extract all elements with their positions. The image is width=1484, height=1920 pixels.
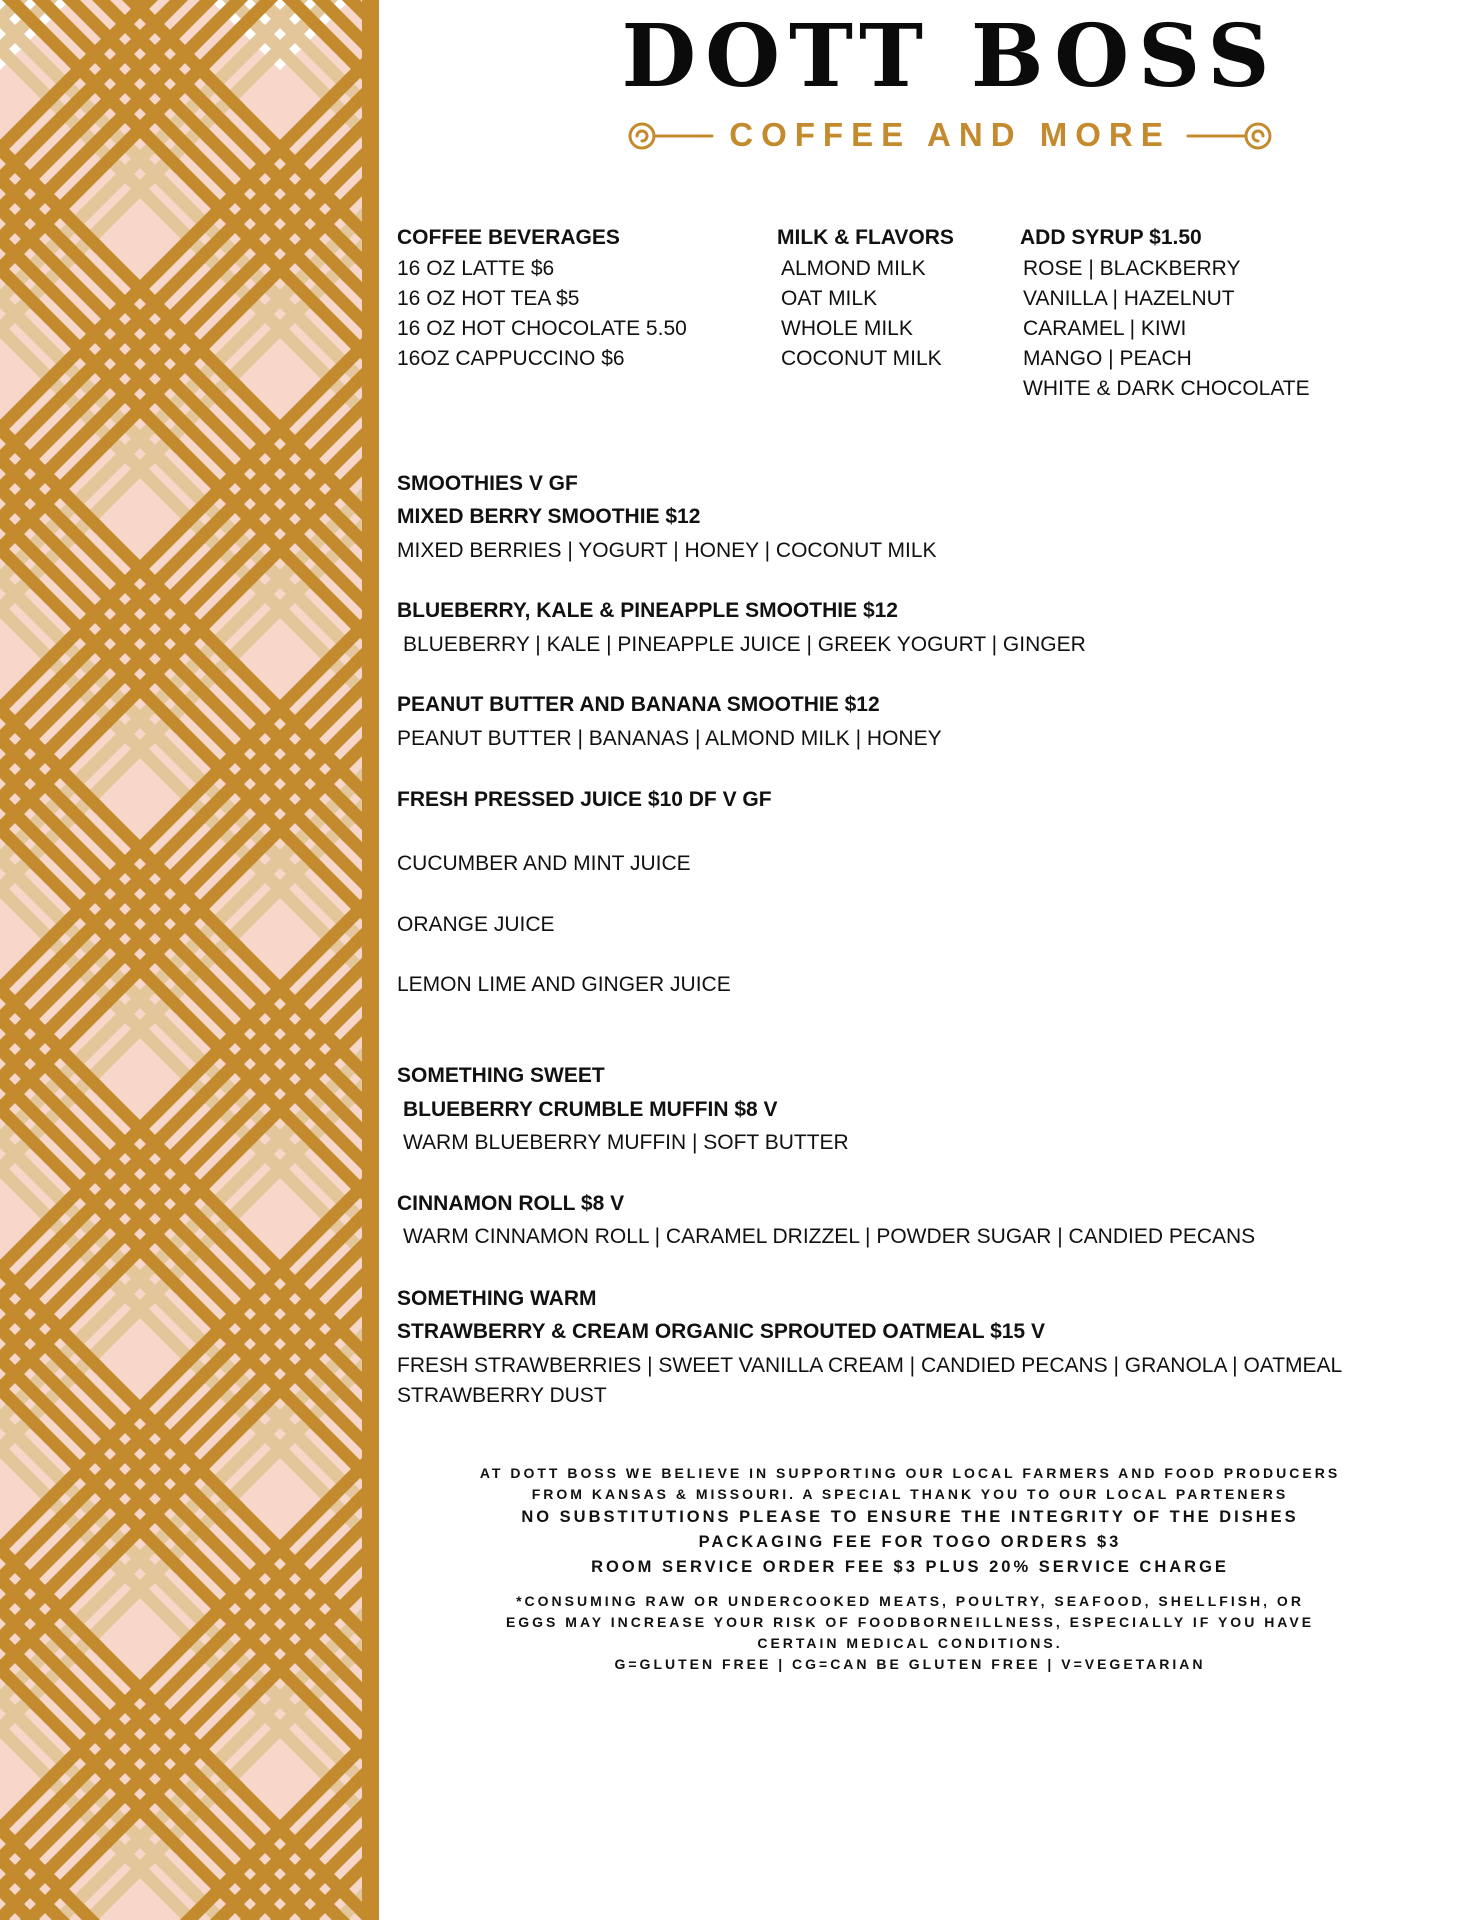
brand-tagline-row (600, 110, 1300, 160)
menu-item-desc: WARM CINNAMON ROLL | CARAMEL DRIZZEL | POWDER SUGAR | CANDIED PECANS (403, 1225, 1256, 1248)
menu-item-desc: PEANUT BUTTER | BANANAS | ALMOND MILK | HONEY (397, 727, 942, 750)
sweet-heading: SOMETHING SWEET (397, 1064, 605, 1087)
milk-item: OAT MILK (781, 287, 878, 310)
menu-item-name: BLUEBERRY CRUMBLE MUFFIN $8 V (403, 1098, 778, 1121)
support-note: AT DOTT BOSS WE BELIEVE IN SUPPORTING OUR LOCAL FARMERS AND FOOD PRODUCERS (479, 1465, 1341, 1481)
diet-legend: G=GLUTEN FREE | CG=CAN BE GLUTEN FREE | V=VEGETARIAN (614, 1656, 1206, 1672)
menu-item-name: STRAWBERRY & CREAM ORGANIC SPROUTED OATMEAL $15 V (397, 1320, 1045, 1343)
syrup-heading: ADD SYRUP $1.50 (1020, 226, 1202, 249)
brand-tagline: COFFEE AND MORE (729, 116, 1171, 153)
syrup-item: MANGO | PEACH (1023, 347, 1192, 370)
gold-divider-stripe (362, 0, 379, 1920)
juice-item: ORANGE JUICE (397, 913, 555, 936)
smoothies-heading: SMOOTHIES V GF (397, 472, 578, 495)
warm-heading: SOMETHING WARM (397, 1287, 597, 1310)
brand-title: DOTT BOSS (621, 6, 1279, 107)
policy-note: NO SUBSTITUTIONS PLEASE TO ENSURE THE INTEGRITY OF THE DISHES (521, 1508, 1299, 1526)
menu-item-name: BLUEBERRY, KALE & PINEAPPLE SMOOTHIE $12 (397, 599, 898, 622)
decorative-pattern-band (0, 0, 362, 1920)
menu-item-desc: WARM BLUEBERRY MUFFIN | SOFT BUTTER (403, 1131, 849, 1154)
menu-item-name: MIXED BERRY SMOOTHIE $12 (397, 505, 701, 528)
footer-notes (400, 1463, 1420, 1675)
milk-item: COCONUT MILK (781, 347, 942, 370)
syrup-item: CARAMEL | KIWI (1023, 317, 1187, 340)
chevron-pattern-graphic (0, 0, 362, 1920)
policy-note: ROOM SERVICE ORDER FEE $3 PLUS 20% SERVICE CHARGE (591, 1558, 1229, 1576)
warning-note: EGGS MAY INCREASE YOUR RISK OF FOODBORNEILLNESS, ESPECIALLY IF YOU HAVE (505, 1614, 1315, 1630)
coffee-item: 16OZ CAPPUCCINO $6 (397, 347, 625, 370)
milk-item: ALMOND MILK (781, 257, 926, 280)
menu-item-name: CINNAMON ROLL $8 V (397, 1192, 625, 1215)
coffee-item: 16 OZ HOT CHOCOLATE 5.50 (397, 317, 687, 340)
milk-item: WHOLE MILK (781, 317, 913, 340)
menu-item-name: PEANUT BUTTER AND BANANA SMOOTHIE $12 (397, 693, 880, 716)
warning-note: CERTAIN MEDICAL CONDITIONS. (757, 1635, 1063, 1651)
menu-item-desc: FRESH STRAWBERRIES | SWEET VANILLA CREAM | CANDIED PECANS | GRANOLA | OATMEAL (397, 1354, 1343, 1377)
menu-item-desc: MIXED BERRIES | YOGURT | HONEY | COCONUT MILK (397, 539, 937, 562)
policy-note: PACKAGING FEE FOR TOGO ORDERS $3 (698, 1533, 1122, 1551)
milk-heading: MILK & FLAVORS (777, 226, 954, 249)
juice-item: LEMON LIME AND GINGER JUICE (397, 973, 731, 996)
juice-heading: FRESH PRESSED JUICE $10 DF V GF (397, 788, 772, 811)
syrup-item: ROSE | BLACKBERRY (1023, 257, 1241, 280)
support-note: FROM KANSAS & MISSOURI. A SPECIAL THANK YOU TO OUR LOCAL PARTENERS (531, 1486, 1289, 1502)
brand-header (600, 6, 1300, 160)
coffee-heading: COFFEE BEVERAGES (397, 226, 620, 249)
warning-note: *CONSUMING RAW OR UNDERCOOKED MEATS, POULTRY, SEAFOOD, SHELLFISH, OR (516, 1593, 1304, 1609)
syrup-item: WHITE & DARK CHOCOLATE (1023, 377, 1310, 400)
menu-item-desc: BLUEBERRY | KALE | PINEAPPLE JUICE | GREEK YOGURT | GINGER (403, 633, 1086, 656)
juice-item: CUCUMBER AND MINT JUICE (397, 852, 691, 875)
menu-item-desc: STRAWBERRY DUST (397, 1384, 607, 1407)
coffee-item: 16 OZ HOT TEA $5 (397, 287, 580, 310)
coffee-item: 16 OZ LATTE $6 (397, 257, 555, 280)
syrup-item: VANILLA | HAZELNUT (1023, 287, 1235, 310)
